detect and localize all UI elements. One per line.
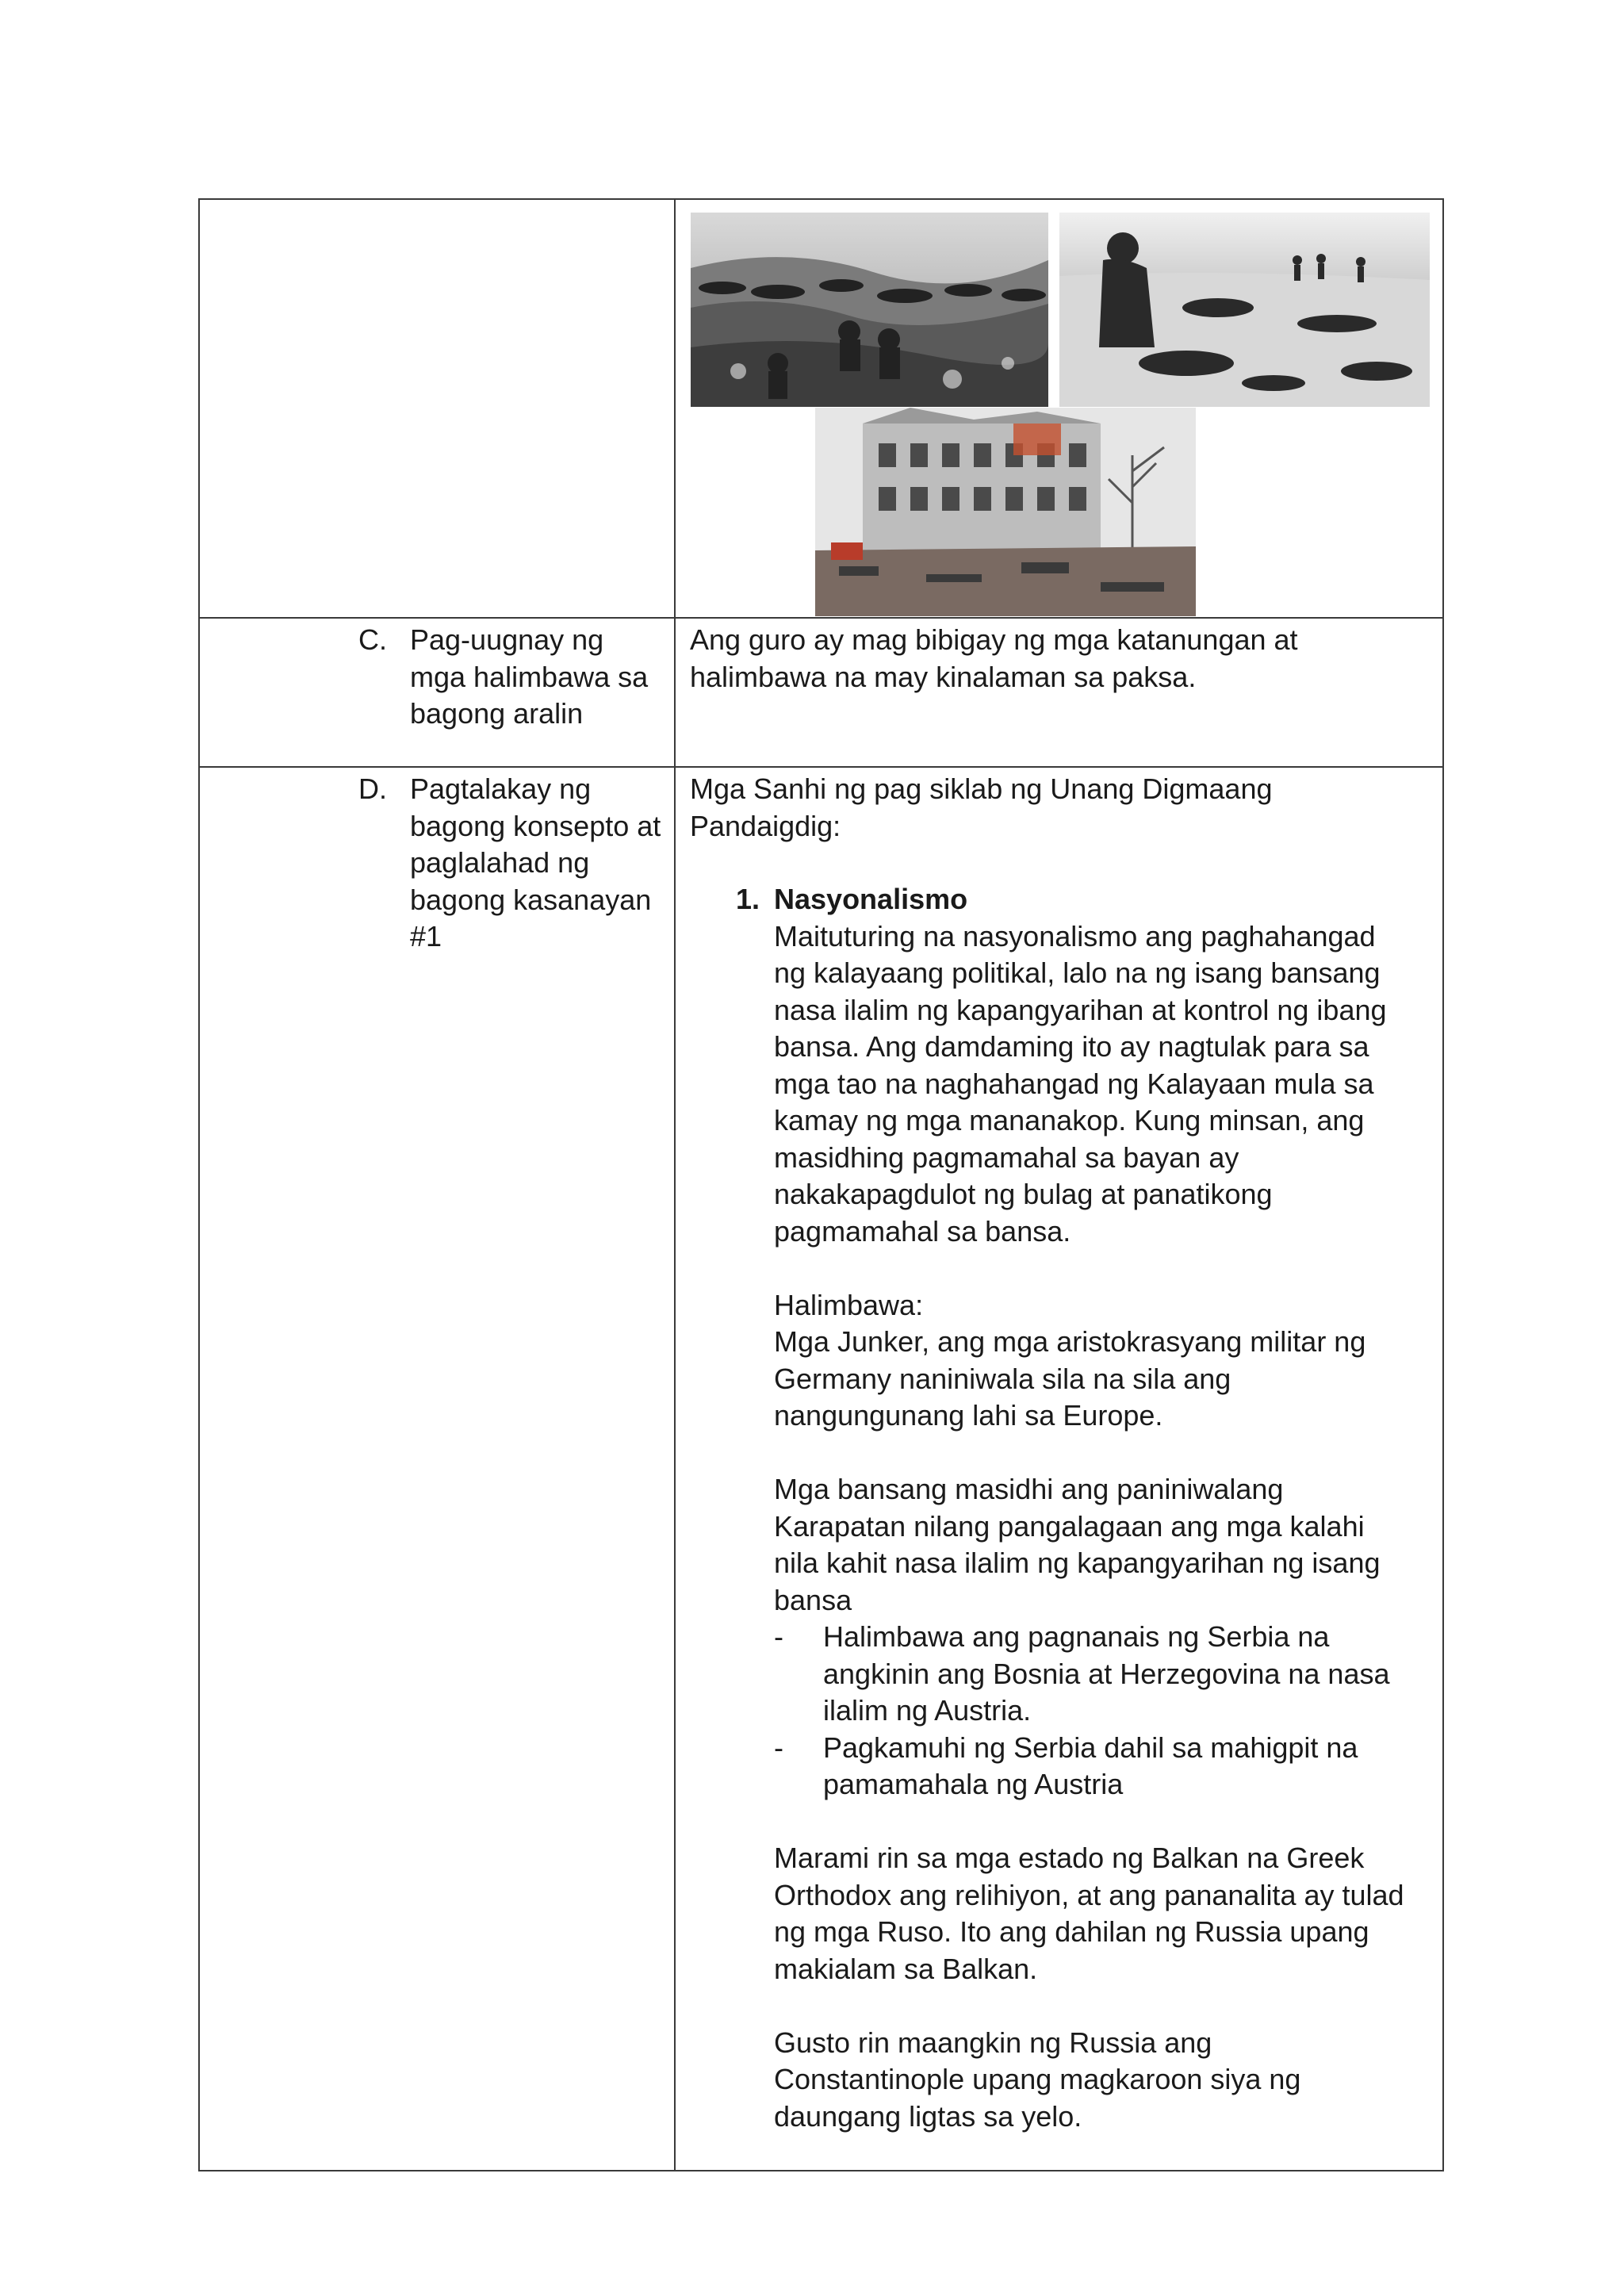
table-row	[199, 767, 1443, 2171]
paragraph: Mga bansang masidhi ang paniniwalang Karapatan nilang pangalagaan ang mga kalahi nila kahit nasa ilalim ng kapangyarihan ng isang bansa	[774, 1473, 1381, 1616]
item-title: Nasyonalismo	[774, 883, 968, 915]
example-label: Halimbawa:	[774, 1288, 924, 1321]
ruined-building-photo	[815, 408, 1196, 616]
bullet-text: Pagkamuhi ng Serbia dahil sa mahigpit na pamamahala ng Austria	[823, 1731, 1358, 1800]
bullet-list	[774, 1619, 1408, 1803]
item-number: 1.	[736, 883, 760, 915]
step-label-cell	[199, 618, 675, 767]
paragraph: Gusto rin maangkin ng Russia ang Constantinople upang magkaroon siya ng daungang ligtas sa yelo.	[774, 2026, 1301, 2133]
step-label: Pag-uugnay ng mga halimbawa sa bagong aralin	[410, 623, 649, 730]
section-intro: Mga Sanhi ng pag siklab ng Unang Digmaang Pandaigdig:	[690, 772, 1273, 842]
step-letter: D.	[358, 772, 387, 805]
paragraph: Marami rin sa mga estado ng Balkan na Greek Orthodox ang relihiyon, at ang pananalita ay tulad ng mga Ruso. Ito ang dahilan ng Russia upang makialam sa Balkan.	[774, 1842, 1404, 1985]
list-item	[774, 1730, 1408, 1803]
list-item	[774, 1619, 1408, 1730]
example-text: Mga Junker, ang mga aristokrasyang militar ng Germany naniniwala sila na sila ang nangungunang lahi sa Europe.	[774, 1325, 1366, 1432]
step-label: Pagtalakay ng bagong konsepto at paglalahad ng bagong kasanayan #1	[410, 772, 661, 953]
bullet-dash: -	[774, 1620, 783, 1653]
table-row	[199, 199, 1443, 618]
step-label-cell	[199, 767, 675, 2171]
paragraph: Maituturing na nasyonalismo ang paghahangad ng kalayaang politikal, lalo na ng isang bansang nasa ilalim ng kapangyarihan at kontrol ng ibang bansa. Ang damdaming ito ay nagtulak para sa mga tao na naghahangad ng Kalayaan mula sa kamay ng mga mananakop. Kung minsan, ang masidhing pagmamahal sa bayan ay nakakapagdulot ng bulag at panatikong pagmamahal sa bansa.	[774, 919, 1387, 1248]
lesson-plan-table	[198, 198, 1444, 2171]
table-row	[199, 618, 1443, 767]
battlefield-casualties-photo	[1059, 213, 1430, 407]
step-content-cell	[675, 767, 1443, 2171]
trench-soldiers-photo	[691, 213, 1048, 407]
empty-label-cell	[199, 199, 675, 618]
step-content: Ang guro ay mag bibigay ng mga katanungan at halimbawa na may kinalaman sa paksa.	[690, 623, 1298, 693]
bullet-dash: -	[774, 1731, 783, 1764]
numbered-item	[690, 881, 1428, 2135]
step-content-cell	[675, 618, 1443, 767]
step-letter: C.	[358, 623, 387, 656]
war-images-cell	[675, 199, 1443, 618]
bullet-text: Halimbawa ang pagnanais ng Serbia na angkinin ang Bosnia at Herzegovina na nasa ilalim ng Austria.	[823, 1620, 1390, 1727]
